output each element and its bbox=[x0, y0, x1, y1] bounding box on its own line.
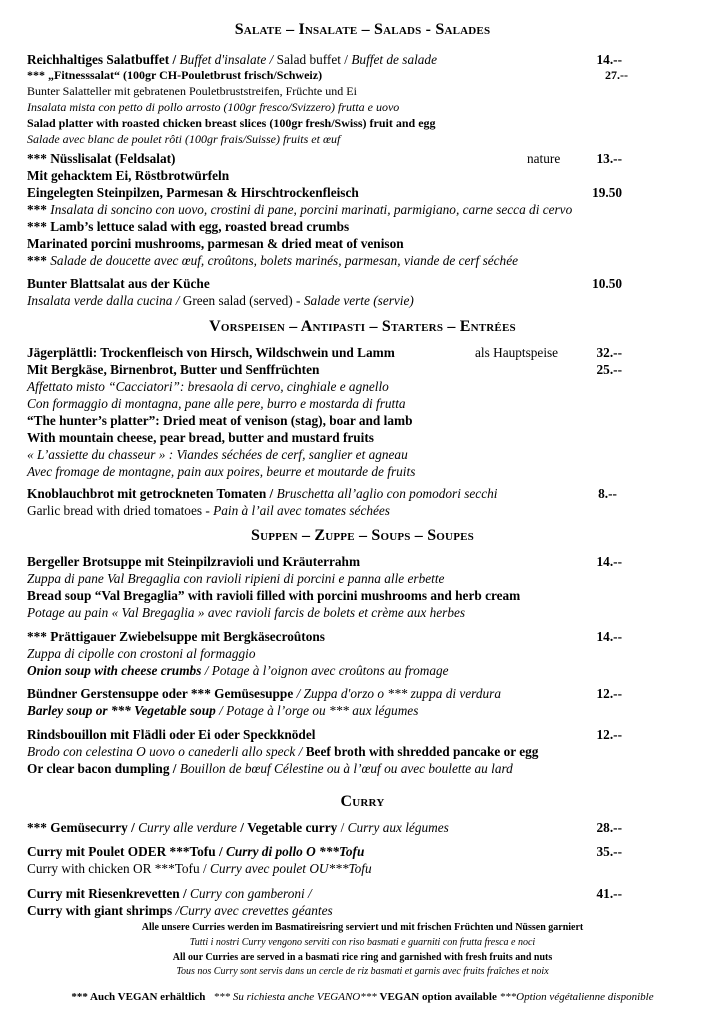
variant-label: nature bbox=[527, 151, 561, 166]
menu-line bbox=[27, 885, 627, 902]
item-fr: Avec fromage de montagne, pain aux poires, beurre et moutarde de fruits bbox=[27, 464, 416, 479]
chicken-curry bbox=[27, 843, 627, 877]
item-en: *** Lamb’s lettuce salad with egg, roasted bread crumbs bbox=[27, 219, 350, 234]
menu-line bbox=[27, 361, 627, 378]
heading-salads: Salate – Insalate – Salads - Salades bbox=[234, 21, 491, 38]
item-en: Vegetable curry bbox=[247, 820, 338, 835]
vegan-it: *** Su richiesta anche VEGANO*** bbox=[213, 991, 377, 1003]
item-fr: Salade verte (servie) bbox=[303, 293, 414, 308]
menu-line bbox=[27, 860, 627, 877]
item-title: *** „Fitnesssalat“ (100gr CH-Pouletbrust frisch/Schweiz) bbox=[27, 68, 323, 82]
item-de: *** Gemüsecurry / bbox=[27, 820, 135, 835]
item-de: Bunter Salatteller mit gebratenen Pouletbruststreifen, Früchte und Ei bbox=[27, 84, 357, 98]
beef-broth bbox=[27, 726, 627, 777]
heading-curry: Curry bbox=[340, 793, 385, 810]
curry-note-fr: Tous nos Curry sont servis dans un cercle de riz basmati et garnis avec fruits fraîches et noix bbox=[176, 966, 549, 977]
menu-line bbox=[27, 201, 627, 218]
menu-line bbox=[27, 51, 627, 68]
nuessli-salad bbox=[27, 150, 627, 269]
item-en: Green salad (served) - bbox=[182, 293, 301, 308]
price: 13.-- bbox=[596, 151, 622, 166]
vegan-en: VEGAN option available bbox=[379, 991, 497, 1003]
item-title: Bunter Blattsalat aus der Küche bbox=[27, 276, 210, 291]
item-en: Salad platter with roasted chicken breast slices (100gr fresh/Swiss) fruit and egg bbox=[27, 116, 436, 130]
item-title: Rindsbouillon mit Flädli oder Ei oder Speckknödel bbox=[27, 727, 316, 742]
price: 10.50 bbox=[592, 276, 622, 291]
heading-starters: Vorspeisen – Antipasti – Starters – Entrées bbox=[209, 318, 516, 335]
price: 35.-- bbox=[596, 844, 622, 859]
price: 14.-- bbox=[596, 52, 622, 67]
item-en: Onion soup with cheese crumbs bbox=[27, 663, 202, 678]
item-fr: / Potage à l’oignon avec croûtons au fromage bbox=[204, 663, 449, 678]
item-en: Garlic bread with dried tomatoes - bbox=[27, 503, 210, 518]
item-it: Buffet d'insalate / bbox=[179, 52, 274, 67]
item-it: Affettato misto “Cacciatori”: bresaola di cervo, cinghiale e agnello bbox=[27, 379, 389, 394]
menu-line bbox=[27, 292, 627, 309]
item-it: Zuppa di cipolle con crostoni al formaggio bbox=[27, 646, 256, 661]
item-de: Mit Bergkäse, Birnenbrot, Butter und Senffrüchten bbox=[27, 362, 320, 377]
price: 12.-- bbox=[596, 727, 622, 742]
vegan-fr: ***Option végétalienne disponible bbox=[499, 991, 654, 1003]
menu-line bbox=[27, 743, 627, 760]
item-it: Brodo con celestina O uovo o canederli allo speck / bbox=[27, 744, 303, 759]
item-fr: Potage au pain « Val Bregaglia » avec ravioli farcis de bolets et crème aux herbes bbox=[27, 605, 466, 620]
item-title: *** Nüsslisalat (Feldsalat) bbox=[27, 151, 176, 166]
item-title: Jägerplättli: Trockenfleisch von Hirsch, Wildschwein und Lamm bbox=[27, 345, 395, 360]
curry-note-en: All our Curries are served in a basmati rice ring and garnished with fresh fruits and nuts bbox=[172, 952, 553, 963]
menu-line bbox=[27, 502, 627, 519]
item-it: Bruschetta all’aglio con pomodori secchi bbox=[276, 486, 498, 501]
item-it: Curry alle verdure bbox=[138, 820, 237, 835]
green-salad bbox=[27, 275, 627, 309]
item-fr: / Potage à l’orge ou *** aux légumes bbox=[219, 703, 419, 718]
item-fr: Buffet de salade bbox=[351, 52, 437, 67]
item-fr: Salade avec blanc de poulet rôti (100gr frais/Suisse) fruits et œuf bbox=[27, 132, 341, 146]
price: 28.-- bbox=[596, 820, 622, 835]
item-it: / Zuppa d'orzo o *** zuppa di verdura bbox=[296, 686, 501, 701]
item-title: *** Prättigauer Zwiebelsuppe mit Bergkäsecroûtons bbox=[27, 629, 325, 644]
menu-line bbox=[27, 628, 627, 645]
price: 19.50 bbox=[592, 185, 622, 200]
separator: / bbox=[340, 820, 345, 835]
item-it: Insalata mista con petto di pollo arrosto (100gr fresco/Svizzero) frutta e uovo bbox=[27, 100, 400, 114]
curry-note-de: Alle unsere Curries werden im Basmatireisring serviert und mit frischen Früchten und Nüssen garniert bbox=[141, 922, 584, 933]
menu-line bbox=[27, 843, 627, 860]
item-fr: /Curry avec crevettes géantes bbox=[175, 903, 333, 918]
item-title: Bergeller Brotsuppe mit Steinpilzravioli und Kräuterrahm bbox=[27, 554, 361, 569]
menu-line bbox=[27, 553, 627, 570]
price: 41.-- bbox=[596, 886, 622, 901]
item-it: Insalata verde dalla cucina / bbox=[27, 293, 180, 308]
menu-line bbox=[27, 726, 627, 743]
stars: *** bbox=[27, 253, 47, 268]
menu-line bbox=[27, 68, 627, 83]
item-it: Insalata di soncino con uovo, crostini di pane, porcini marinati, parmigiano, carne secca di cervo bbox=[50, 202, 573, 217]
price: 27.-- bbox=[605, 68, 628, 82]
vegan-footer bbox=[0, 990, 725, 1004]
hunter-platter bbox=[27, 344, 627, 480]
price: 25.-- bbox=[596, 362, 622, 377]
item-fr: « L’assiette du chasseur » : Viandes séchées de cerf, sanglier et agneau bbox=[27, 447, 408, 462]
item-de: Curry mit Riesenkrevetten / bbox=[27, 886, 187, 901]
item-fr: Curry aux légumes bbox=[347, 820, 449, 835]
menu-line bbox=[27, 150, 627, 167]
menu-line bbox=[27, 275, 627, 292]
item-en: With mountain cheese, pear bread, butter and mustard fruits bbox=[27, 430, 374, 445]
menu-line bbox=[27, 685, 627, 702]
item-it: Zuppa di pane Val Bregaglia con ravioli ripieni di porcini e panna alle erbette bbox=[27, 571, 445, 586]
menu-line bbox=[27, 819, 627, 836]
menu-line bbox=[27, 485, 627, 502]
price: 14.-- bbox=[596, 629, 622, 644]
item-en: Beef broth with shredded pancake or egg bbox=[305, 744, 539, 759]
shrimp-curry bbox=[27, 885, 627, 919]
menu-line bbox=[27, 662, 627, 679]
menu-line bbox=[27, 760, 627, 777]
item-en: Salad buffet / bbox=[276, 52, 348, 67]
salad-buffet bbox=[27, 51, 627, 147]
item-en: Curry with giant shrimps bbox=[27, 903, 173, 918]
item-it: Curry con gamberoni / bbox=[189, 886, 312, 901]
onion-soup bbox=[27, 628, 627, 679]
item-en: Curry with chicken OR ***Tofu / bbox=[27, 861, 207, 876]
item-de: Reichhaltiges Salatbuffet / bbox=[27, 52, 177, 67]
menu-line bbox=[27, 902, 627, 919]
stars: *** bbox=[27, 202, 47, 217]
item-it: Con formaggio di montagna, pane alle pere, burro e mostarda di frutta bbox=[27, 396, 406, 411]
barley-soup bbox=[27, 685, 627, 719]
bread-soup bbox=[27, 553, 627, 621]
item-de: Eingelegten Steinpilzen, Parmesan & Hirschtrockenfleisch bbox=[27, 185, 359, 200]
menu-line bbox=[27, 252, 627, 269]
price: 14.-- bbox=[596, 554, 622, 569]
item-de: Bündner Gerstensuppe oder *** Gemüsesuppe bbox=[27, 686, 294, 701]
price: 32.-- bbox=[596, 345, 622, 360]
menu-line bbox=[27, 702, 627, 719]
item-de: Curry mit Poulet ODER ***Tofu / bbox=[27, 844, 223, 859]
item-fr: Salade de doucette avec œuf, croûtons, bolets marinés, parmesan, viande de cerf séchée bbox=[50, 253, 519, 268]
garlic-bread bbox=[27, 485, 627, 519]
menu-line bbox=[27, 184, 627, 201]
item-en: Marinated porcini mushrooms, parmesan & dried meat of venison bbox=[27, 236, 404, 251]
item-fr: Pain à l’ail avec tomates séchées bbox=[213, 503, 390, 518]
variant-label: als Hauptspeise bbox=[475, 345, 559, 360]
item-en: Bread soup “Val Bregaglia” with ravioli filled with porcini mushrooms and herb cream bbox=[27, 588, 521, 603]
item-en: “The hunter’s platter”: Dried meat of venison (stag), boar and lamb bbox=[27, 413, 413, 428]
vegetable-curry bbox=[27, 819, 627, 836]
menu-line bbox=[27, 344, 627, 361]
item-de: Mit gehacktem Ei, Röstbrotwürfeln bbox=[27, 168, 230, 183]
heading-soups: Suppen – Zuppe – Soups – Soupes bbox=[251, 527, 474, 544]
item-en: Barley soup or *** Vegetable soup bbox=[27, 703, 216, 718]
item-en: Or clear bacon dumpling / bbox=[27, 761, 177, 776]
price: 8.-- bbox=[598, 486, 617, 501]
item-fr: Bouillon de bœuf Célestine ou à l’œuf ou avec boulette au lard bbox=[179, 761, 513, 776]
vegan-de: *** Auch VEGAN erhältlich bbox=[71, 991, 206, 1003]
price: 12.-- bbox=[596, 686, 622, 701]
item-fr: Curry avec poulet OU***Tofu bbox=[210, 861, 372, 876]
separator: / bbox=[240, 820, 244, 835]
curry-note-it: Tutti i nostri Curry vengono serviti con riso basmati e guarniti con frutta fresca e noci bbox=[189, 937, 536, 948]
item-de: Knoblauchbrot mit getrockneten Tomaten / bbox=[27, 486, 274, 501]
item-it: Curry di pollo O ***Tofu bbox=[225, 844, 365, 859]
